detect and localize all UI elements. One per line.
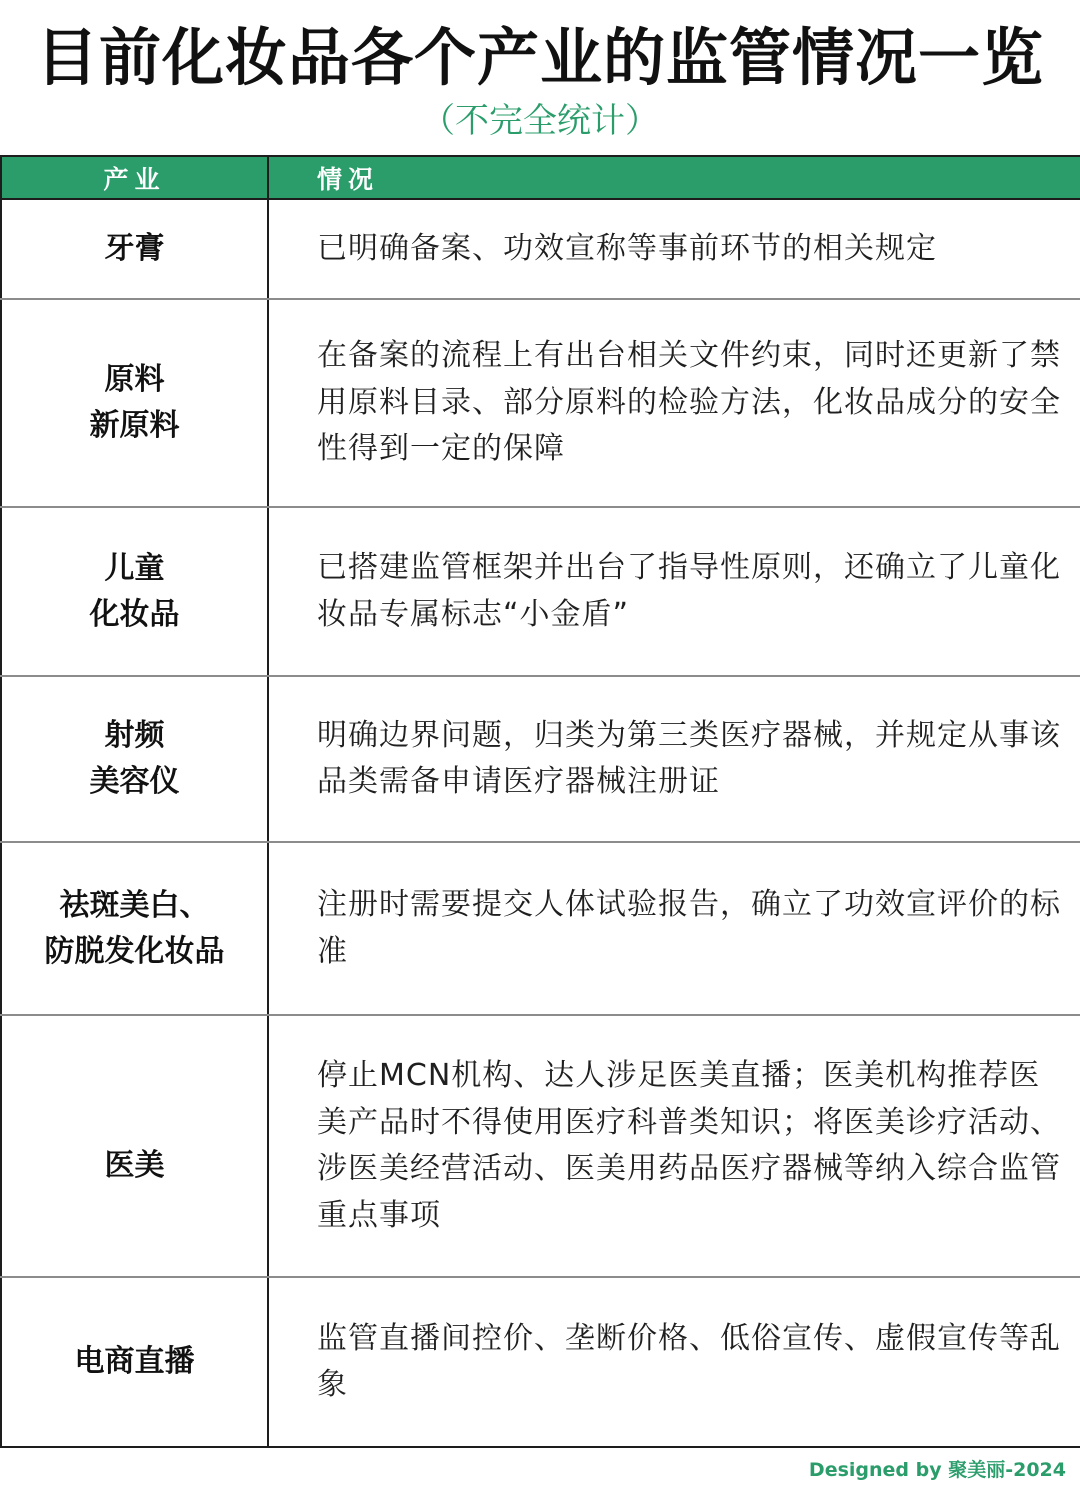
regulation-table — [0, 155, 1080, 1448]
table-row — [1, 199, 1080, 299]
industry-cell — [1, 199, 268, 299]
header-situation: 情况 — [268, 156, 1080, 199]
table-row — [1, 676, 1080, 842]
table-header-row — [1, 156, 1080, 199]
situation-cell: 停止MCN机构、达人涉足医美直播；医美机构推荐医美产品时不得使用医疗科普类知识；将医美诊疗活动、涉医美经营活动、医美用药品医疗器械等纳入综合监管重点事项 — [268, 1015, 1080, 1277]
industry-label: 电商直播 — [74, 1344, 195, 1379]
table-row — [1, 1015, 1080, 1277]
header-industry: 产业 — [1, 156, 268, 199]
situation-cell: 已明确备案、功效宣称等事前环节的相关规定 — [268, 199, 1080, 299]
page-title: 目前化妆品各个产业的监管情况一览 — [35, 21, 1044, 94]
table-row — [1, 299, 1080, 507]
table-row — [1, 507, 1080, 676]
footer-credit: Designed by 聚美丽-2024 — [808, 1459, 1066, 1481]
industry-label: 化妆品 — [89, 596, 180, 632]
industry-cell — [1, 1015, 268, 1277]
industry-cell — [1, 299, 268, 507]
situation-cell: 明确边界问题，归类为第三类医疗器械，并规定从事该品类需备申请医疗器械注册证 — [268, 676, 1080, 842]
situation-cell: 监管直播间控价、垄断价格、低俗宣传、虚假宣传等乱象 — [268, 1277, 1080, 1447]
industry-label: 原料 — [104, 362, 165, 397]
situation-cell: 注册时需要提交人体试验报告，确立了功效宣评价的标准 — [268, 842, 1080, 1015]
industry-cell — [1, 507, 268, 676]
industry-cell — [1, 1277, 268, 1447]
page-subtitle: （不完全统计） — [421, 101, 659, 141]
industry-label: 医美 — [104, 1148, 165, 1183]
situation-cell: 已搭建监管框架并出台了指导性原则，还确立了儿童化妆品专属标志“小金盾” — [268, 507, 1080, 676]
situation-cell: 在备案的流程上有出台相关文件约束，同时还更新了禁用原料目录、部分原料的检验方法，化妆品成分的安全性得到一定的保障 — [268, 299, 1080, 507]
industry-label: 牙膏 — [104, 231, 165, 266]
table-row — [1, 1277, 1080, 1447]
industry-cell — [1, 842, 268, 1015]
industry-label: 防脱发化妆品 — [44, 933, 225, 969]
industry-label: 新原料 — [89, 408, 180, 443]
table-row — [1, 842, 1080, 1015]
industry-label: 射频 — [104, 718, 165, 753]
industry-label: 祛斑美白、 — [59, 887, 210, 923]
industry-label: 美容仪 — [89, 764, 180, 799]
industry-label: 儿童 — [104, 550, 165, 586]
industry-cell — [1, 676, 268, 842]
